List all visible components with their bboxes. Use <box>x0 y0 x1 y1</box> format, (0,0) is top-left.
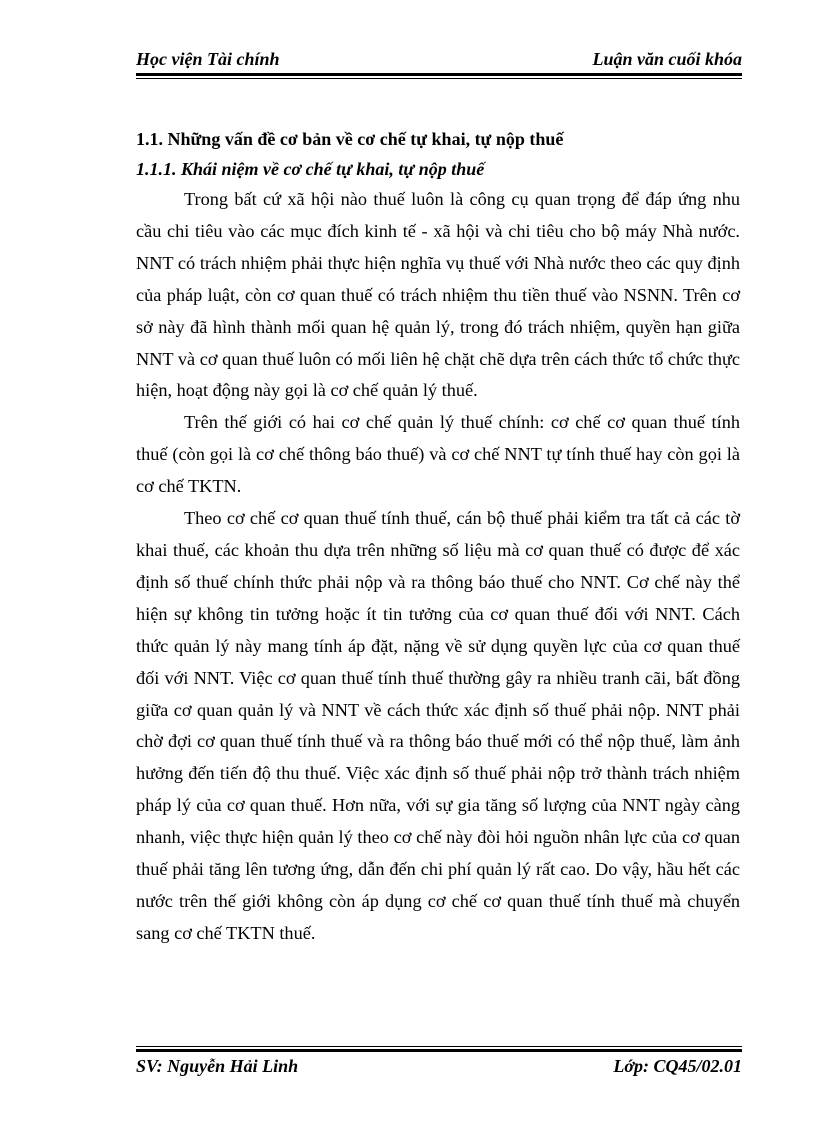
header-document-type: Luận văn cuối khóa <box>592 49 742 69</box>
header-divider <box>136 73 742 79</box>
footer-divider <box>136 1046 742 1052</box>
header-institution: Học viện Tài chính <box>136 49 280 69</box>
paragraph-1: Trong bất cứ xã hội nào thuế luôn là công cụ quan trọng để đáp ứng nhu cầu chi tiêu vào các mục đích kinh tế - xã hội và chi tiêu cho bộ máy Nhà nước. NNT có trách nhiệm phải thực hiện nghĩa vụ thuế với Nhà nước theo các quy định của pháp luật, còn cơ quan thuế có trách nhiệm thu tiền thuế vào NSNN. Trên cơ sở này đã hình thành mối quan hệ quản lý, trong đó trách nhiệm, quyền hạn giữa NNT và cơ quan thuế luôn có mối liên hệ chặt chẽ dựa trên cách thức tổ chức thực hiện, hoạt động này gọi là cơ chế quản lý thuế. <box>136 189 740 401</box>
page-footer <box>136 1054 742 1078</box>
subsection-heading: 1.1.1. Khái niệm về cơ chế tự khai, tự nộp thuế <box>136 159 485 179</box>
footer-student: SV: Nguyễn Hải Linh <box>136 1055 299 1076</box>
section-heading: 1.1. Những vấn đề cơ bản về cơ chế tự khai, tự nộp thuế <box>136 129 564 149</box>
page-header <box>136 46 742 70</box>
paragraph-2: Trên thế giới có hai cơ chế quản lý thuế chính: cơ chế cơ quan thuế tính thuế (còn gọi là cơ chế thông báo thuế) và cơ chế NNT tự tính thuế hay còn gọi là cơ chế TKTN. <box>136 412 740 497</box>
page-content <box>136 126 740 950</box>
paragraph-3: Theo cơ chế cơ quan thuế tính thuế, cán bộ thuế phải kiểm tra tất cả các tờ khai thuế, các khoản thu dựa trên những số liệu mà cơ quan thuế có được để xác định số thuế chính thức phải nộp và ra thông báo thuế cho NNT. Cơ chế này thể hiện sự không tin tưởng hoặc ít tin tưởng của cơ quan thuế đối với NNT. Cách thức quản lý này mang tính áp đặt, nặng về sử dụng quyền lực của cơ quan thuế đối với NNT. Việc cơ quan thuế tính thuế thường gây ra nhiều tranh cãi, bất đồng giữa cơ quan quản lý và NNT về cách thức xác định số thuế phải nộp. NNT phải chờ đợi cơ quan thuế tính thuế và ra thông báo thuế mới có thể nộp thuế, làm ảnh hưởng đến tiến độ thu thuế. Việc xác định số thuế phải nộp trở thành trách nhiệm pháp lý của cơ quan thuế. Hơn nữa, với sự gia tăng số lượng của NNT ngày càng nhanh, việc thực hiện quản lý theo cơ chế này đòi hỏi nguồn nhân lực của cơ quan thuế phải tăng lên tương ứng, dẫn đến chi phí quản lý rất cao. Do vậy, hầu hết các nước trên thế giới không còn áp dụng cơ chế cơ quan thuế tính thuế mà chuyển sang cơ chế TKTN thuế. <box>136 508 740 943</box>
footer-class: Lớp: CQ45/02.01 <box>613 1055 742 1076</box>
